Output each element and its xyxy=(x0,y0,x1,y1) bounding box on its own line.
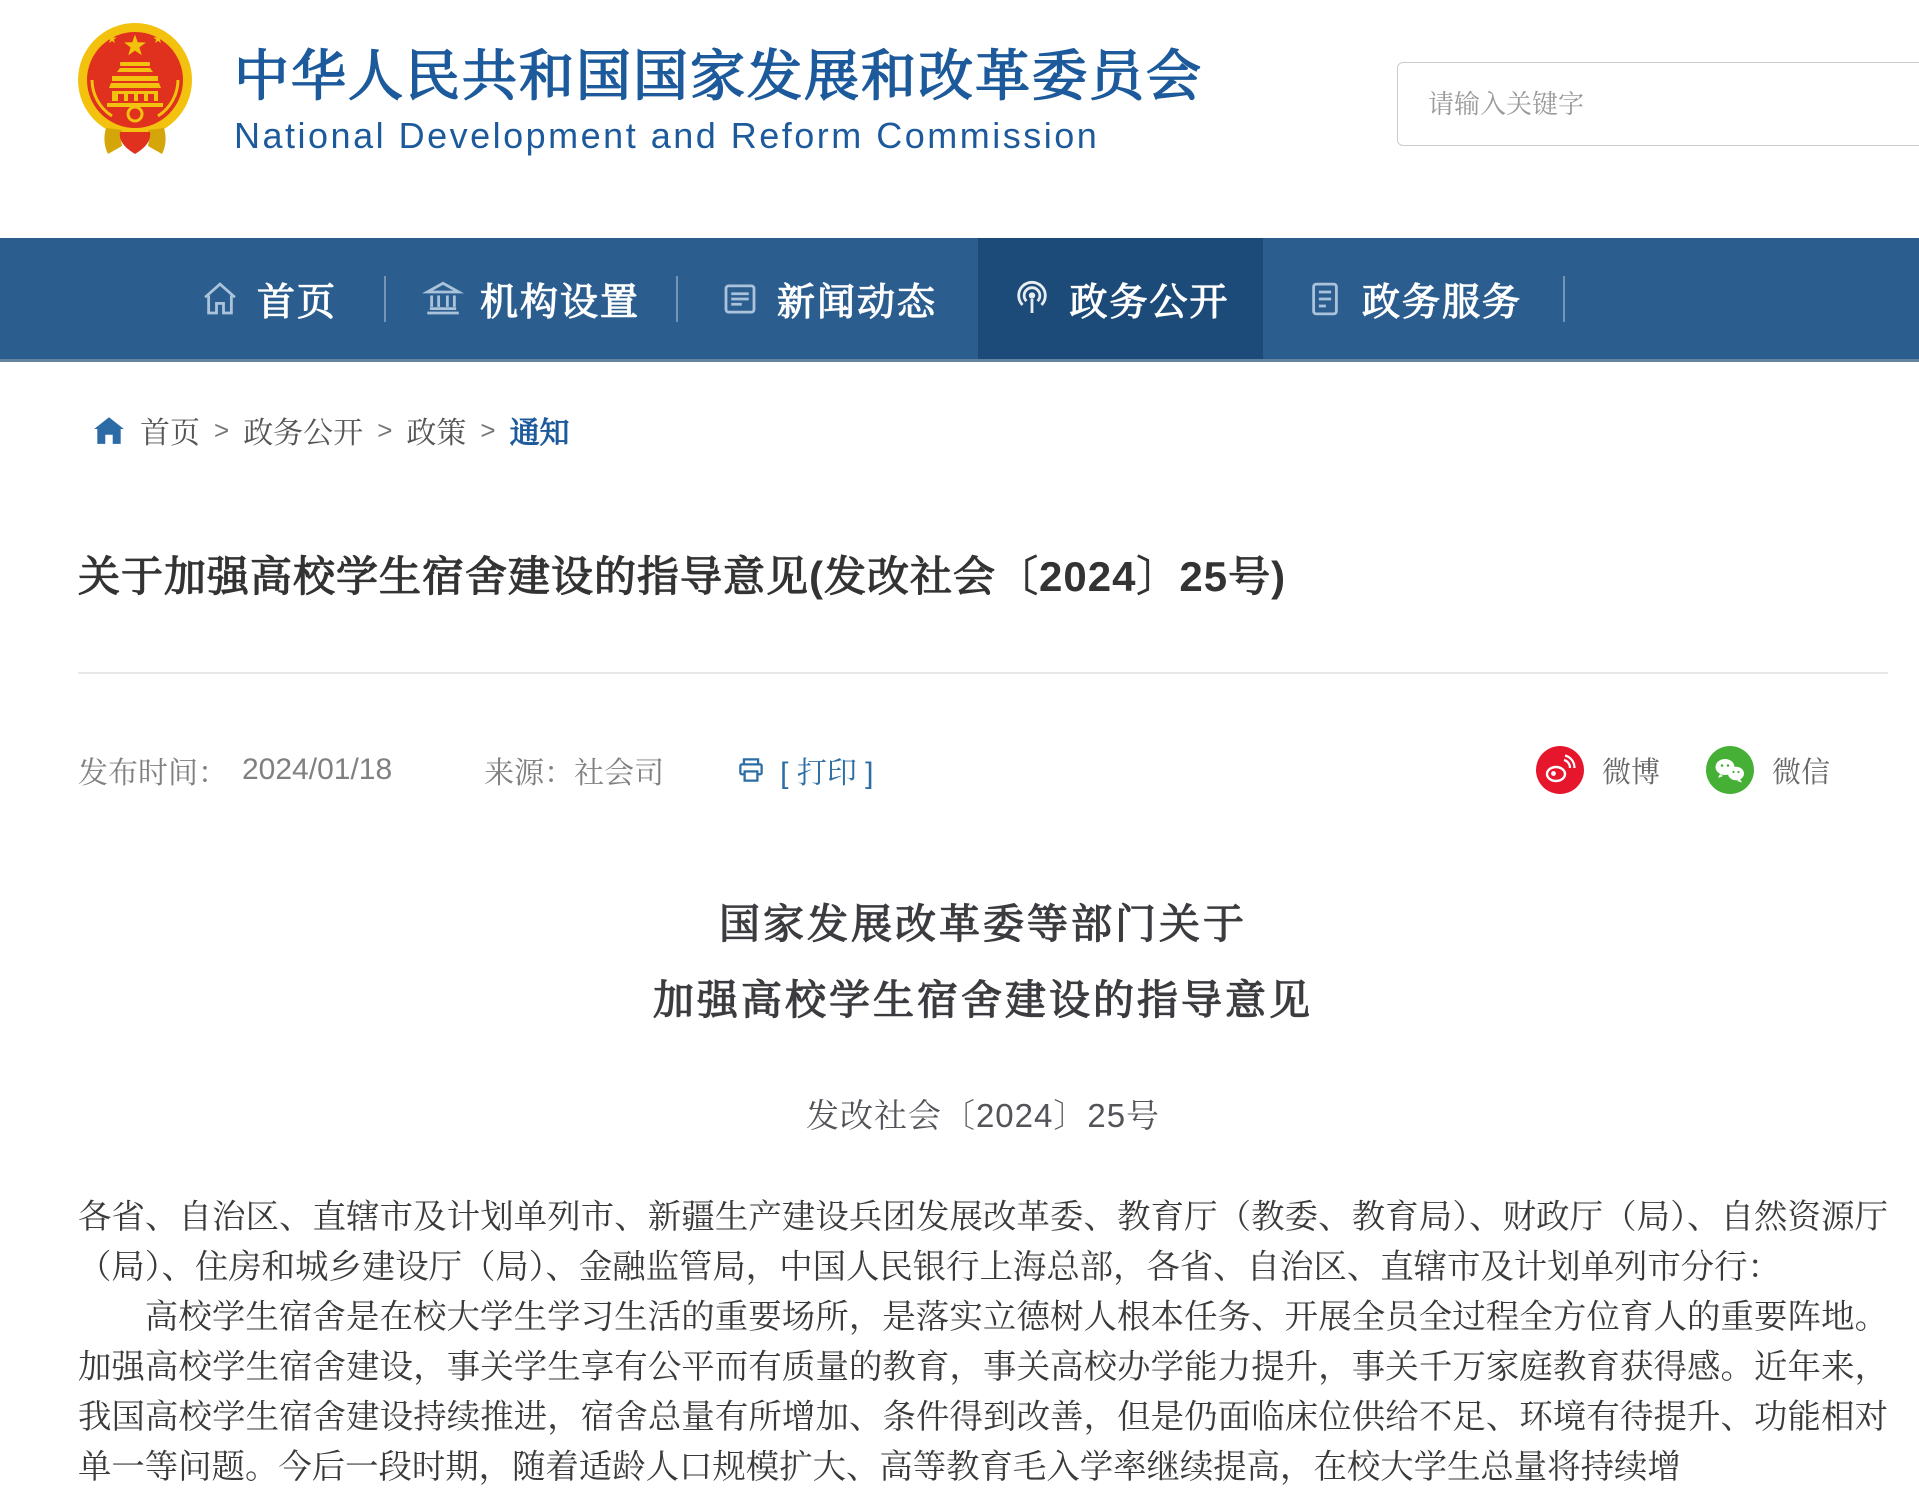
print-button[interactable] xyxy=(734,748,873,792)
site-title-block xyxy=(234,32,1203,157)
breadcrumb-separator: > xyxy=(377,414,393,445)
nav-item-label: 新闻动态 xyxy=(776,282,937,324)
article-paragraph: 各省、自治区、直辖市及计划单列市、新疆生产建设兵团发展改革委、教育厅（教委、教育局）、财政厅（局）、自然资源厅（局）、住房和城乡建设厅（局）、金融监管局，中国人民银行上海总部，各省、自治区、直辖市及计划单列市分行： xyxy=(78,1199,1888,1286)
nav-item-label: 政务服务 xyxy=(1361,282,1522,324)
page-title: 关于加强高校学生宿舍建设的指导意见(发改社会〔2024〕25号) xyxy=(78,553,1287,600)
national-emblem-icon xyxy=(76,6,194,162)
nav-item-news[interactable] xyxy=(678,238,978,359)
article-body xyxy=(78,1193,1888,1493)
article-paragraph: 高校学生宿舍是在校大学生学习生活的重要场所，是落实立德树人根本任务、开展全员全过程全方位育人的重要阵地。加强高校学生宿舍建设，事关学生享有公平而有质量的教育，事关高校办学能力提升，事关千万家庭教育获得感。近年来，我国高校学生宿舍建设持续推进，宿舍总量有所增加、条件得到改善，但是仍面临床位供给不足、环境有待提升、功能相对单一等问题。今后一段时期，随着适龄人口规模扩大、高等教育毛入学率继续提高，在校大学生总量将持续增 xyxy=(78,1299,1888,1486)
breadcrumb-separator: > xyxy=(480,414,496,445)
nav-divider xyxy=(1563,276,1565,322)
breadcrumb-item-policy[interactable]: 政策 xyxy=(406,417,467,450)
nav-item-organization[interactable] xyxy=(386,238,676,359)
printer-icon xyxy=(734,753,768,787)
nav-item-label: 机构设置 xyxy=(479,282,640,324)
publish-time-label: 发布时间： xyxy=(78,757,228,790)
main-content xyxy=(78,544,1888,1493)
nav-item-label: 首页 xyxy=(256,282,337,324)
nav-item-label: 政务公开 xyxy=(1069,282,1230,324)
site-title-english: National Development and Reform Commission xyxy=(234,115,1100,156)
breadcrumb-item-home[interactable]: 首页 xyxy=(140,417,200,450)
breadcrumb xyxy=(92,408,1919,452)
article-title-line1: 国家发展改革委等部门关于 xyxy=(719,901,1247,947)
breadcrumb-item-current: 通知 xyxy=(509,417,570,450)
document-number: 发改社会〔2024〕25号 xyxy=(805,1097,1161,1134)
nav-item-gov-disclosure[interactable] xyxy=(978,238,1263,359)
source-label: 来源： xyxy=(484,757,575,790)
article-meta-row xyxy=(78,746,1888,794)
article-title-line2: 加强高校学生宿舍建设的指导意见 xyxy=(653,977,1313,1023)
nav-item-gov-services[interactable] xyxy=(1263,238,1563,359)
document-icon xyxy=(1304,278,1346,320)
home-icon xyxy=(199,278,241,320)
breadcrumb-item-gov-disclosure[interactable]: 政务公开 xyxy=(243,417,364,450)
bank-icon xyxy=(422,278,464,320)
share-wechat-button[interactable] xyxy=(1706,746,1830,794)
share-weibo-label: 微博 xyxy=(1601,756,1660,789)
nav-item-home[interactable] xyxy=(152,238,384,359)
site-header xyxy=(0,0,1919,238)
broadcast-icon xyxy=(1011,278,1053,320)
print-label: [ 打印 ] xyxy=(780,757,874,790)
news-icon xyxy=(719,278,761,320)
breadcrumb-home-icon[interactable] xyxy=(92,414,126,446)
title-divider xyxy=(78,672,1888,674)
share-wechat-label: 微信 xyxy=(1771,756,1830,789)
source-value: 社会司 xyxy=(574,757,665,790)
wechat-icon xyxy=(1706,746,1754,794)
search-input[interactable] xyxy=(1397,62,1919,146)
breadcrumb-separator: > xyxy=(214,414,230,445)
site-title-chinese: 中华人民共和国国家发展和改革委员会 xyxy=(234,45,1204,107)
share-group xyxy=(1536,746,1830,794)
publish-time-value: 2024/01/18 xyxy=(242,753,393,786)
main-navbar xyxy=(0,238,1919,362)
share-weibo-button[interactable] xyxy=(1536,746,1660,794)
weibo-icon xyxy=(1536,746,1584,794)
article-title xyxy=(78,886,1888,1038)
